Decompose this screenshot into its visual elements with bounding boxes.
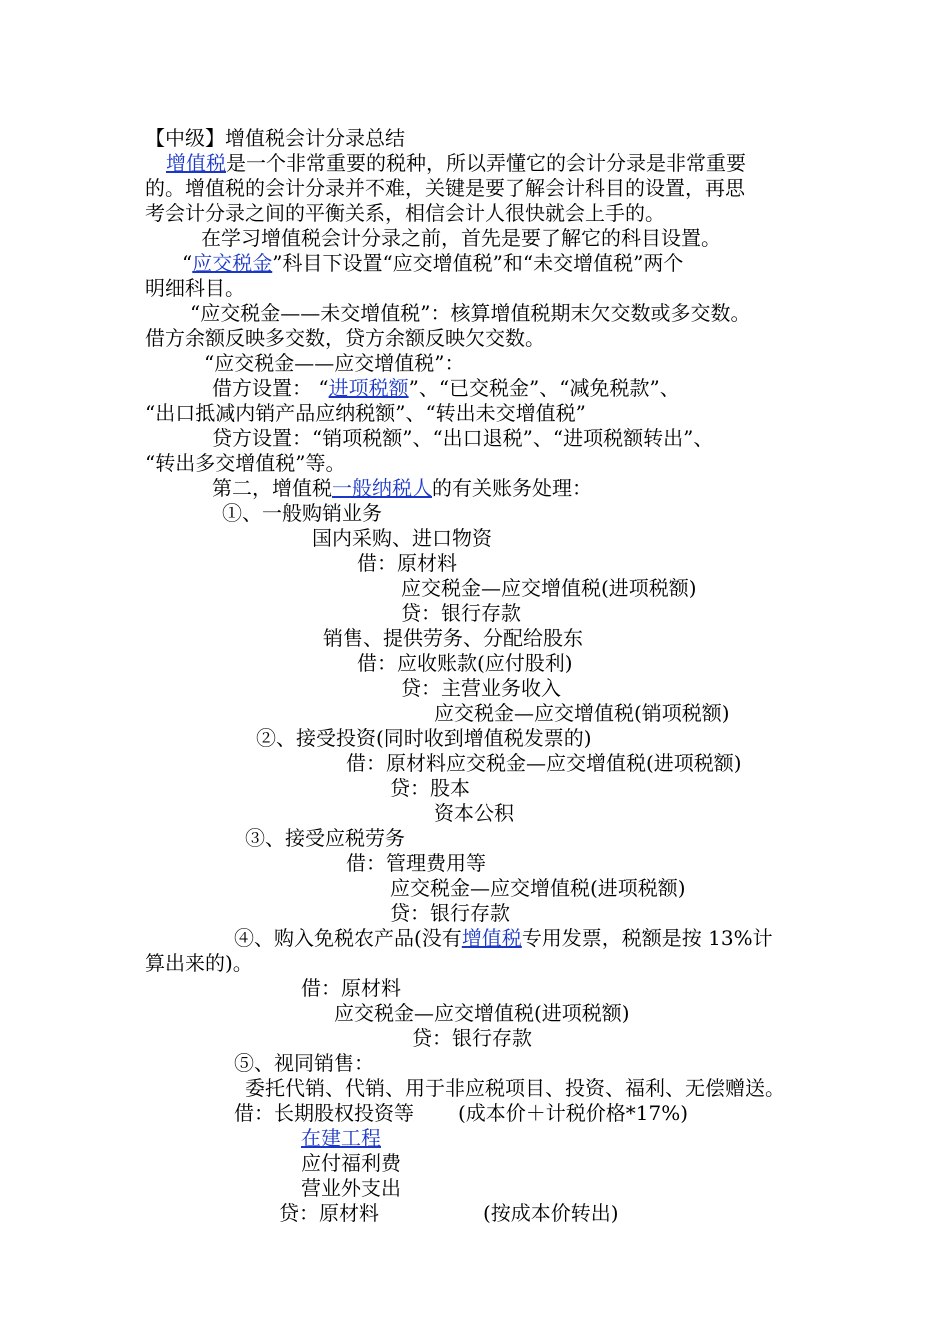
section-5-debit-4: 营业外支出: [301, 1176, 401, 1200]
section-5-title: ⑤、视同销售：: [234, 1051, 374, 1075]
vat-link-2[interactable]: 增值税: [461, 926, 522, 950]
paragraph-unpaid-vat-line-2: 借方余额反映多交数，贷方余额反映欠交数。: [145, 326, 545, 350]
section-1-sales-credit: 贷：主营业务收入: [401, 676, 561, 700]
paragraph-general-taxpayer: 第二，增值税一般纳税人的有关账务处理：: [212, 476, 592, 500]
section-5-debit: 借：长期股权投资等 (成本价＋计税价格*17%): [234, 1101, 689, 1125]
section-1-sales-debit: 借：应收账款(应付股利): [357, 651, 573, 675]
section-1-sales-credit-2: 应交税金—应交增值税(销项税额): [434, 701, 730, 725]
paragraph-tax-account-line-2: 明细科目。: [145, 276, 245, 300]
section-5-debit-2: [301, 1126, 381, 1151]
paragraph-debit-setup-line-2: “出口抵减内销产品应纳税额”、“转出未交增值税”: [145, 401, 586, 425]
section-1-purchase-debit: 借：原材料: [357, 551, 457, 575]
input-tax-link[interactable]: 进项税额: [328, 376, 409, 400]
section-2-debit: 借：原材料应交税金—应交增值税(进项税额): [346, 751, 742, 775]
vat-link[interactable]: 增值税: [166, 151, 226, 175]
section-4-debit: 借：原材料: [301, 976, 401, 1000]
paragraph-credit-setup-line-2: “转出多交增值税”等。: [145, 451, 346, 475]
section-1-purchase-debit-2: 应交税金—应交增值税(进项税额): [401, 576, 697, 600]
section-4-title-line-2: 算出来的)。: [145, 951, 253, 975]
section-4-debit-2: 应交税金—应交增值税(进项税额): [334, 1001, 630, 1025]
construction-in-progress-link[interactable]: 在建工程: [301, 1126, 381, 1150]
section-1-purchase-heading: 国内采购、进口物资: [312, 526, 492, 550]
section-5-description: 委托代销、代销、用于非应税项目、投资、福利、无偿赠送。: [245, 1076, 785, 1100]
paragraph-tax-account-line-1: “应交税金”科目下设置“应交增值税”和“未交增值税”两个: [182, 251, 684, 275]
section-2-title: ②、接受投资(同时收到增值税发票的): [256, 726, 592, 750]
tax-payable-link[interactable]: 应交税金: [192, 251, 273, 275]
doc-title: 【中级】增值税会计分录总结: [145, 126, 405, 150]
section-4-credit: 贷：银行存款: [412, 1026, 532, 1050]
section-3-credit: 贷：银行存款: [390, 901, 510, 925]
section-5-credit: 贷：原材料 (按成本价转出): [279, 1201, 619, 1225]
paragraph-payable-vat-heading: “应交税金——应交增值税”：: [204, 351, 465, 375]
paragraph-subject-setup: 在学习增值税会计分录之前，首先是要了解它的科目设置。: [201, 226, 721, 250]
general-taxpayer-link[interactable]: 一般纳税人: [332, 476, 432, 500]
paragraph-unpaid-vat-line-1: “应交税金——未交增值税”：核算增值税期末欠交数或多交数。: [190, 301, 751, 325]
section-2-credit-2: 资本公积: [434, 801, 514, 825]
section-4-title-line-1: ④、购入免税农产品(没有增值税专用发票，税额是按 13%计: [234, 926, 773, 950]
paragraph-debit-setup-line-1: 借方设置： “进项税额”、“已交税金”、“减免税款”、: [212, 376, 680, 400]
section-1-title: ①、一般购销业务: [222, 501, 382, 525]
section-3-debit-2: 应交税金—应交增值税(进项税额): [390, 876, 686, 900]
section-3-title: ③、接受应税劳务: [245, 826, 405, 850]
section-1-purchase-credit: 贷：银行存款: [401, 601, 521, 625]
paragraph-credit-setup-line-1: 贷方设置：“销项税额”、“出口退税”、“进项税额转出”、: [212, 426, 714, 450]
section-2-credit: 贷：股本: [390, 776, 470, 800]
paragraph-intro-line-3: 考会计分录之间的平衡关系，相信会计人很快就会上手的。: [145, 201, 665, 225]
section-5-debit-3: 应付福利费: [301, 1151, 401, 1175]
paragraph-intro-line-1: 增值税是一个非常重要的税种，所以弄懂它的会计分录是非常重要: [166, 151, 746, 175]
paragraph-intro-line-2: 的。增值税的会计分录并不难，关键是要了解会计科目的设置，再思: [145, 176, 745, 200]
section-1-sales-heading: 销售、提供劳务、分配给股东: [323, 626, 583, 650]
section-3-debit: 借：管理费用等: [346, 851, 486, 875]
